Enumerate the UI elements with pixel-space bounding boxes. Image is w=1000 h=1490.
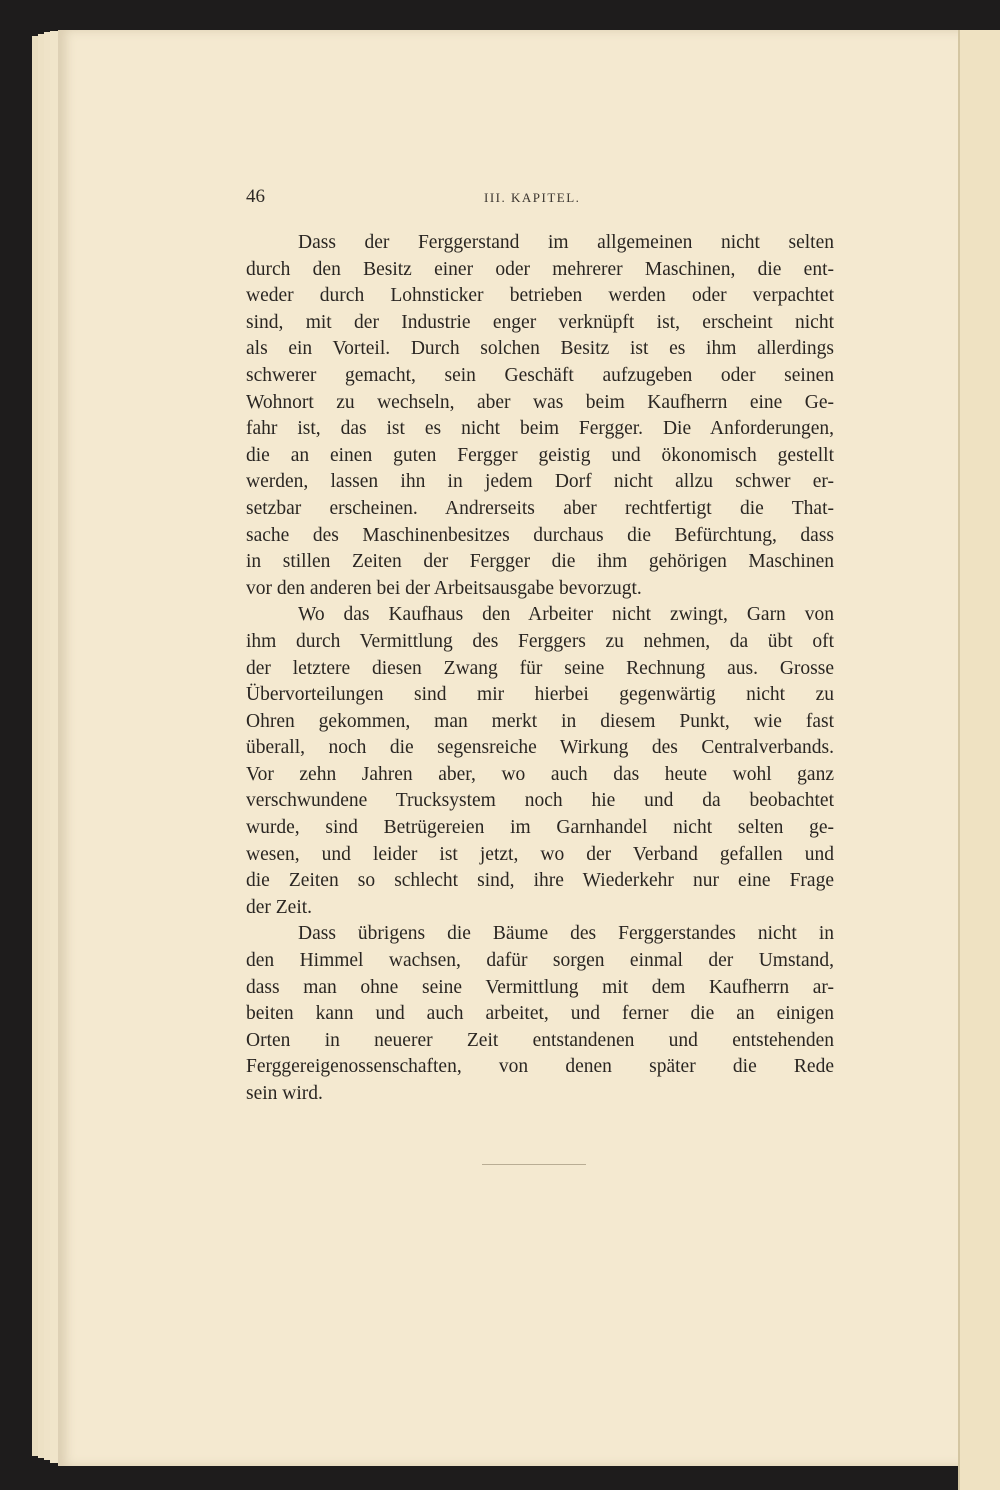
text-line: Dass übrigens die Bäume des Ferggerstandes nicht in: [298, 923, 834, 945]
text-line: durch den Besitz einer oder mehrerer Maschinen, die ent-: [246, 258, 834, 280]
text-line: Dass der Ferggerstand im allgemeinen nicht selten: [298, 232, 834, 253]
page-header: [246, 186, 834, 210]
text-line: ihm durch Vermittlung des Ferggers zu nehmen, da übt oft: [246, 630, 834, 652]
text-line: setzbar erscheinen. Andrerseits aber rechtfertigt die That-: [246, 497, 834, 519]
text-line: überall, noch die segensreiche Wirkung des Centralverbands.: [246, 737, 834, 759]
text-line: Orten in neuerer Zeit entstandenen und entstehenden: [246, 1029, 834, 1051]
text-line: Ferggereigenossenschaften, von denen später die Rede: [246, 1056, 834, 1078]
text-line: Vor zehn Jahren aber, wo auch das heute wohl ganz: [246, 763, 834, 785]
text-line: in stillen Zeiten der Fergger die ihm gehörigen Maschinen: [246, 551, 834, 573]
page-number: 46: [246, 186, 265, 207]
text-line: der Zeit.: [246, 896, 313, 918]
body-text: [246, 230, 834, 1108]
text-line: werden, lassen ihn in jedem Dorf nicht allzu schwer er-: [246, 471, 834, 493]
text-line: dass man ohne seine Vermittlung mit dem Kaufherrn ar-: [246, 976, 834, 998]
text-line: Wo das Kaufhaus den Arbeiter nicht zwingt, Garn von: [298, 604, 834, 626]
text-line: sein wird.: [246, 1083, 323, 1104]
text-line: Ohren gekommen, man merkt in diesem Punkt, wie fast: [246, 710, 834, 732]
text-line: Übervorteilungen sind mir hierbei gegenwärtig nicht zu: [246, 684, 834, 706]
text-line: sache des Maschinenbesitzes durchaus die Befürchtung, dass: [246, 524, 834, 546]
text-line: beiten kann und auch arbeitet, und ferner die an einigen: [246, 1003, 834, 1025]
text-line: vor den anderen bei der Arbeitsausgabe bevorzugt.: [246, 577, 642, 599]
next-page-edge: [958, 30, 1000, 1490]
text-line: die Zeiten so schlecht sind, ihre Wiederkehr nur eine Frage: [246, 870, 834, 892]
text-line: wurde, sind Betrügereien im Garnhandel nicht selten ge-: [246, 817, 834, 839]
text-line: sind, mit der Industrie enger verknüpft ist, erscheint nicht: [246, 311, 834, 333]
text-line: der letztere diesen Zwang für seine Rechnung aus. Grosse: [246, 657, 834, 679]
text-line: schwerer gemacht, sein Geschäft aufzugeben oder seinen: [246, 364, 834, 386]
text-line: als ein Vorteil. Durch solchen Besitz ist es ihm allerdings: [246, 338, 834, 360]
text-line: verschwundene Trucksystem noch hie und da beobachtet: [246, 790, 834, 812]
text-line: die an einen guten Fergger geistig und ökonomisch gestellt: [246, 444, 834, 466]
text-line: weder durch Lohnsticker betrieben werden oder verpachtet: [246, 285, 834, 307]
text-line: den Himmel wachsen, dafür sorgen einmal der Umstand,: [246, 950, 834, 972]
text-line: wesen, und leider ist jetzt, wo der Verband gefallen und: [246, 843, 834, 865]
text-line: fahr ist, das ist es nicht beim Fergger. Die Anforderungen,: [246, 418, 834, 440]
running-head: III. KAPITEL.: [484, 190, 581, 205]
text-line: Wohnort zu wechseln, aber was beim Kaufherrn eine Ge-: [246, 391, 834, 413]
section-end-rule: [482, 1164, 586, 1165]
